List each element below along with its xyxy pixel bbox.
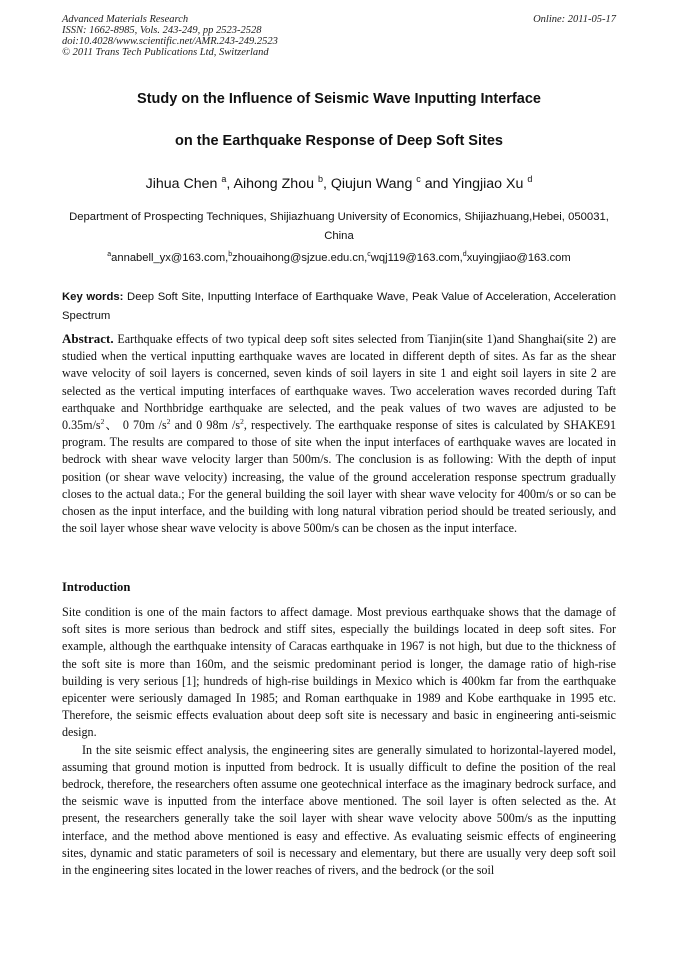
email-address: xuyingjiao@163.com bbox=[466, 252, 571, 264]
author-mark: c bbox=[416, 174, 421, 184]
abstract-label: Abstract. bbox=[62, 331, 114, 346]
issn-line: ISSN: 1662-8985, Vols. 243-249, pp 2523-2528 bbox=[62, 25, 262, 36]
author-name: Aihong Zhou bbox=[233, 176, 314, 192]
email-mark: c bbox=[367, 251, 371, 258]
introduction-body bbox=[62, 604, 616, 879]
keywords bbox=[62, 288, 616, 325]
copyright-line: © 2011 Trans Tech Publications Ltd, Switzerland bbox=[62, 47, 269, 58]
author-list bbox=[40, 174, 638, 192]
journal-name: Advanced Materials Research bbox=[62, 14, 189, 25]
paragraph: Site condition is one of the main factors to affect damage. Most previous earthquake shows that the damage of soft sites is more serious than bedrock and stiff sites, especially the buildings located in deep soft sites. For example, although the earthquake intensity of Caracas earthquake in 1967 is not high, but due to the thickness of the soft site is more than 160m, and the seismic predominant period is longer, the damage ratio of high-rise building is very serious [1]; hundreds of high-rise buildings in Mexico which is 400km far from the earthquake epicenter were seriously damaged In 1985; and Roman earthquake in 1989 and Kobe earthquake in 1995 etc. Therefore, the seismic effects evaluation about deep soft site is necessary and basic in engineering anti-seismic design. bbox=[62, 605, 616, 740]
email-address: wqj119@163.com, bbox=[370, 252, 463, 264]
email-mark: d bbox=[462, 251, 467, 258]
author-separator: , bbox=[226, 176, 234, 192]
abstract-text: , respectively. The earthquake response of sites is calculated by SHAKE91 program. The results are compared to those of site when the input interfaces of earthquake waves are located in bedrock with shear wave velocity larger than 500m/s. The conclusion is as following: With the depth of input position (or shear wave velocity) increasing, the value of the ground acceleration response spectrum gradually closes to the actual data.; For the general building the soil layer with shear wave velocity for 400m/s or so can be chosen as the input interface, and the building with long natural vibration period should be treated seriously, and the soil layer whose shear wave velocity is above 500m/s can be chosen as the input interface. bbox=[62, 418, 617, 536]
abstract-text: and 0 98m /s bbox=[170, 418, 241, 433]
email-address: annabell_yx@163.com, bbox=[111, 252, 229, 264]
superscript: 2 bbox=[166, 417, 171, 427]
paper-title-line-2: on the Earthquake Response of Deep Soft Sites bbox=[175, 133, 503, 149]
affiliation: Department of Prospecting Techniques, Shijiazhuang University of Economics, Shijiazhuang,Hebei, 050031, China bbox=[69, 211, 609, 242]
author-mark: b bbox=[317, 174, 323, 184]
superscript: 2 bbox=[100, 417, 105, 427]
author-name: Qiujun Wang bbox=[330, 176, 413, 192]
paper-title-line-1: Study on the Influence of Seismic Wave Inputting Interface bbox=[137, 91, 541, 107]
doi-line: doi:10.4028/www.scientific.net/AMR.243-249.2523 bbox=[62, 36, 278, 47]
abstract-text: Earthquake effects of two typical deep soft sites selected from Tianjin(site 1)and Shanghai(site 2) are studied when the vertical inputting earthquake waves are located in different depth of sites. As far as the shear wave velocity of soil layers is concerned, seven kinds of soil layers in site 1 and eight soil layers in site 2 are selected as the vertical imputing interfaces of earthquake waves. Two acceleration waves recorded during Taft earthquake and Northbridge earthquake are selected, and the peak values of two waves are adjusted to be 0.35m/s bbox=[62, 332, 616, 433]
keywords-text: Deep Soft Site, Inputting Interface of Earthquake Wave, Peak Value of Acceleration, Acceleration Spectrum bbox=[62, 291, 616, 322]
author-separator: , bbox=[322, 176, 331, 192]
journal-header bbox=[62, 14, 462, 58]
keywords-label: Key words: bbox=[62, 291, 124, 303]
section-heading-introduction: Introduction bbox=[62, 580, 131, 594]
abstract-text: 、 0 70m /s bbox=[104, 418, 167, 433]
author-separator: and bbox=[420, 176, 453, 192]
author-name: Yingjiao Xu bbox=[452, 176, 524, 192]
author-name: Jihua Chen bbox=[145, 176, 218, 192]
email-address: zhouaihong@sjzue.edu.cn, bbox=[232, 252, 368, 264]
author-mark: a bbox=[221, 174, 227, 184]
superscript: 2 bbox=[240, 417, 244, 427]
online-date: Online: 2011-05-17 bbox=[533, 14, 616, 25]
author-mark: d bbox=[527, 174, 533, 184]
email-mark: b bbox=[228, 251, 233, 258]
email-mark: a bbox=[107, 251, 112, 258]
abstract bbox=[62, 330, 616, 537]
email-list bbox=[40, 251, 638, 264]
paragraph: In the site seismic effect analysis, the engineering sites are generally simulated to horizontal-layered model, assuming that ground motion is inputted from bedrock. It is usually difficult to define the position of the real bedrock, therefore, the researchers often assume one geotechnical interface as the imaginary bedrock surface, and the seismic wave is inputted from the interface above mentioned. The soil layer is often selected as the. At present, the researchers generally take the soil layer with shear wave velocity above 500m/s as the inputting interface, and the method above mentioned is easy and effective. As evaluating seismic effects of engineering sites, dynamic and static parameters of soil is necessary and elementary, but there are usually very deep soft soil in the engineering sites located in the lower reaches of rivers, and the bedrock (or the soil bbox=[62, 742, 616, 878]
